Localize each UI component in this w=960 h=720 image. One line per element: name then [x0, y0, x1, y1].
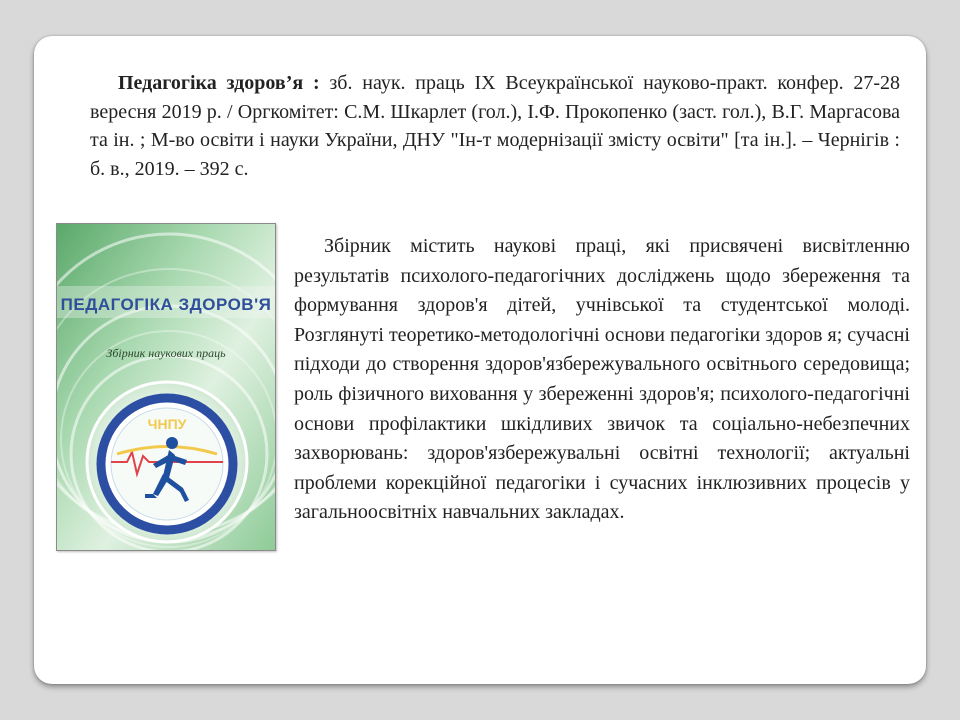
cover-emblem-text: ЧНПУ — [147, 416, 187, 432]
slide — [34, 36, 926, 684]
book-cover-image — [56, 223, 276, 551]
cover-subtitle: Збірник наукових праць — [106, 346, 226, 360]
bibliographic-citation — [90, 69, 900, 183]
citation-details: зб. наук. праць IX Всеукраїнської науково-практ. конфер. 27-28 вересня 2019 р. / Оргкомітет: С.М. Шкарлет (гол.), І.Ф. Прокопенко (заст. гол.), В.Г. Маргасова та ін. ; М-во освіти і науки України, ДНУ "Ін-т модернізації змісту освіти" [та ін.]. – Чернігів : б. в., 2019. – 392 с. — [90, 72, 901, 180]
cover-title: ПЕДАГОГІКА ЗДОРОВ'Я — [60, 295, 272, 314]
citation-title: Педагогіка здоров’я : — [118, 72, 320, 94]
book-description: Збірник містить наукові праці, які присвячені висвітленню результатів психолого-педагогічних досліджень щодо збереження та формування здоров'я дітей, учнівської та студентської молоді. Розглянуті теоретико-методологічні основи педагогіки здоров я; сучасні підходи до створення здоров'язбережувального освітнього середовища; роль фізичного виховання у збереженні здоров'я; психолого-педагогічні основи профілактики шкідливих звичок та соціально-небезпечних захворювань: здоров'язбережувальні освітні технології; актуальні проблеми корекційної педагогіки і сучасних інклюзивних процесів у загальноосвітніх навчальних закладах. — [294, 235, 910, 524]
